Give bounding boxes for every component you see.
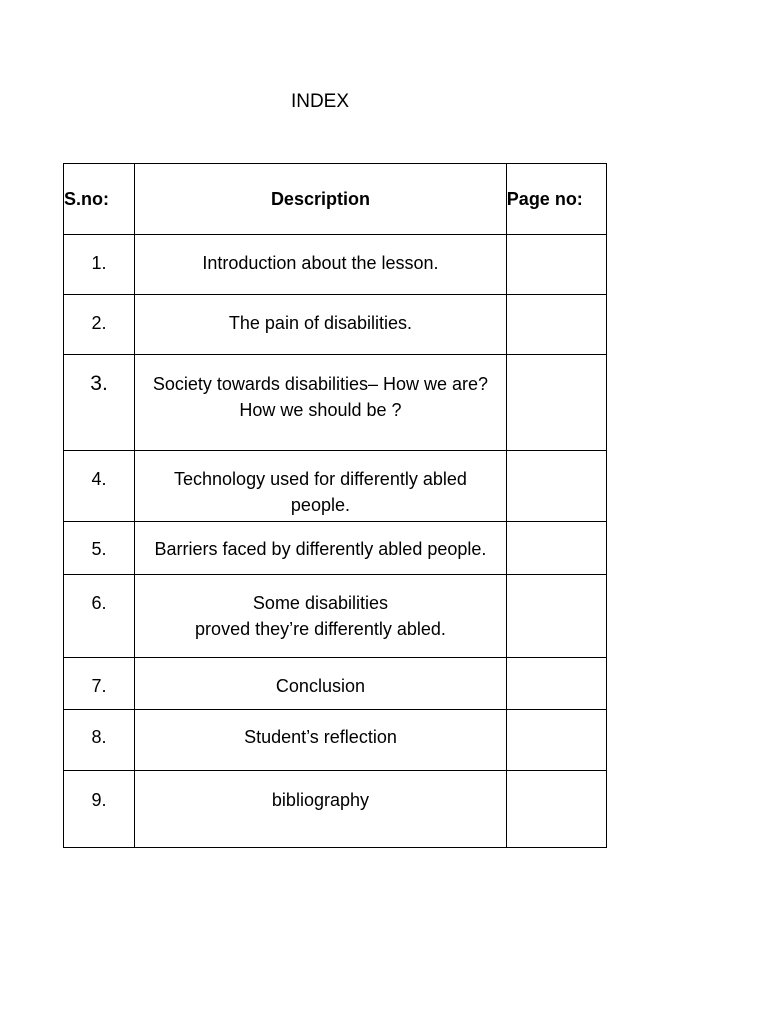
sno-cell: 1.	[64, 235, 135, 295]
page-no-cell	[506, 658, 606, 710]
page-no-cell	[506, 575, 606, 658]
description-cell: Barriers faced by differently abled people.	[135, 522, 507, 575]
page-title: INDEX	[290, 91, 350, 112]
page-no-cell	[506, 771, 606, 848]
sno-cell: 2.	[64, 295, 135, 355]
description-cell: Conclusion	[135, 658, 507, 710]
page-no-cell	[506, 235, 606, 295]
sno-cell: 8.	[64, 710, 135, 771]
table-row	[64, 355, 607, 451]
index-table	[63, 163, 607, 848]
table-row	[64, 235, 607, 295]
table-row	[64, 710, 607, 771]
description-cell: Introduction about the lesson.	[135, 235, 507, 295]
table-row	[64, 522, 607, 575]
sno-cell: 9.	[64, 771, 135, 848]
description-cell: bibliography	[135, 771, 507, 848]
header-sno: S.no:	[64, 164, 135, 235]
sno-cell: 3.	[64, 355, 135, 451]
header-page-no: Page no:	[506, 164, 606, 235]
sno-cell: 4.	[64, 451, 135, 522]
description-cell: Technology used for differently abled people.	[135, 451, 507, 522]
table-row	[64, 771, 607, 848]
sno-cell: 7.	[64, 658, 135, 710]
page-no-cell	[506, 710, 606, 771]
header-row	[64, 164, 607, 235]
description-cell: Student’s reflection	[135, 710, 507, 771]
description-cell: Some disabilities proved they’re differently abled.	[135, 575, 507, 658]
table-row	[64, 295, 607, 355]
sno-cell: 5.	[64, 522, 135, 575]
page-no-cell	[506, 295, 606, 355]
description-cell: The pain of disabilities.	[135, 295, 507, 355]
header-description: Description	[135, 164, 507, 235]
description-cell: Society towards disabilities– How we are? How we should be ?	[135, 355, 507, 451]
page-no-cell	[506, 451, 606, 522]
page-no-cell	[506, 522, 606, 575]
table-row	[64, 658, 607, 710]
sno-cell: 6.	[64, 575, 135, 658]
table-row	[64, 451, 607, 522]
table-row	[64, 575, 607, 658]
page-no-cell	[506, 355, 606, 451]
